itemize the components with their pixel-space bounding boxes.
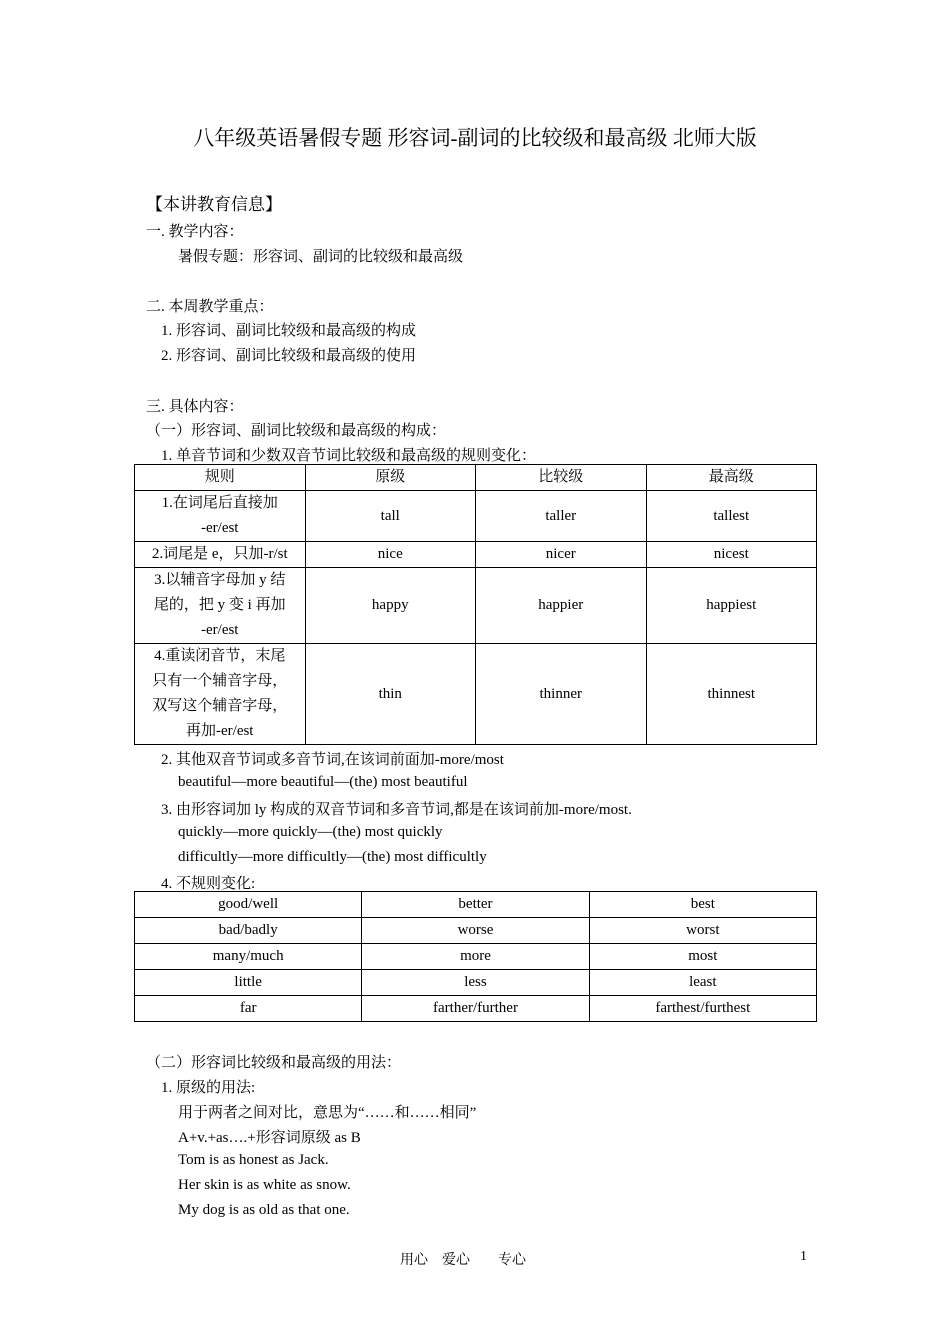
table-cell: less (362, 970, 589, 996)
table-cell: farther/further (362, 996, 589, 1022)
base-cell: nice (305, 542, 476, 568)
table-cell: better (362, 892, 589, 918)
header-cell: 比较级 (476, 465, 647, 491)
table-cell: farthest/furthest (589, 996, 816, 1022)
base-cell: thin (305, 644, 476, 745)
table-cell: worse (362, 918, 589, 944)
usage-line: Tom is as honest as Jack. (178, 1152, 329, 1168)
rule-cell: 2.词尾是 e，只加-r/st (135, 542, 306, 568)
table-cell: bad/badly (135, 918, 362, 944)
table-cell: good/well (135, 892, 362, 918)
usage-line: A+v.+as….+形容词原级 as B (178, 1130, 361, 1146)
table-row (135, 970, 817, 996)
header-cell: 规则 (135, 465, 306, 491)
table-row (135, 542, 817, 568)
table-cell: little (135, 970, 362, 996)
table-row (135, 996, 817, 1022)
rule-cell: 4.重读闭音节，末尾 只有一个辅音字母， 双写这个辅音字母， 再加-er/est (135, 644, 306, 745)
section1-content: 暑假专题：形容词、副词的比较级和最高级 (178, 249, 464, 265)
table-row (135, 892, 817, 918)
subsection1-heading: （一）形容词、副词比较级和最高级的构成： (146, 423, 447, 439)
regular-changes-table (134, 464, 817, 745)
table-row (135, 918, 817, 944)
info-header: 【本讲教育信息】 (146, 195, 282, 214)
item4-text: 4. 不规则变化: (161, 876, 256, 892)
footer-motto: 用心 爱心 专心 (400, 1253, 526, 1268)
section2-item: 1. 形容词、副词比较级和最高级的构成 (161, 323, 417, 339)
item3-example: difficultly—more difficultly—(the) most difficultly (178, 849, 487, 865)
usage-line: My dog is as old as that one. (178, 1202, 350, 1218)
comparative-cell: thinner (476, 644, 647, 745)
subsection2-heading: （二）形容词比较级和最高级的用法： (146, 1055, 402, 1071)
section2-heading: 二. 本周教学重点： (146, 299, 274, 315)
item1-text: 1. 单音节词和少数双音节词比较级和最高级的规则变化： (161, 448, 537, 464)
section3-heading: 三. 具体内容： (146, 399, 244, 415)
irregular-changes-table (134, 891, 817, 1022)
header-cell: 最高级 (646, 465, 817, 491)
superlative-cell: thinnest (646, 644, 817, 745)
item3-text: 3. 由形容词加 ly 构成的双音节词和多音节词,都是在该词前加-more/most. (161, 802, 632, 818)
rule-cell: 3.以辅音字母加 y 结 尾的，把 y 变 i 再加 -er/est (135, 568, 306, 644)
rule-cell: 1.在词尾后直接加 -er/est (135, 491, 306, 542)
page-number: 1 (800, 1249, 807, 1264)
superlative-cell: nicest (646, 542, 817, 568)
table-cell: least (589, 970, 816, 996)
comparative-cell: happier (476, 568, 647, 644)
usage-line: 用于两者之间对比，意思为“……和……相同” (178, 1105, 477, 1121)
usage-line: Her skin is as white as snow. (178, 1177, 351, 1193)
table-row (135, 644, 817, 745)
table-cell: many/much (135, 944, 362, 970)
header-cell: 原级 (305, 465, 476, 491)
item2-text: 2. 其他双音节词或多音节词,在该词前面加-more/most (161, 752, 504, 768)
comparative-cell: taller (476, 491, 647, 542)
table-cell: worst (589, 918, 816, 944)
table-cell: most (589, 944, 816, 970)
table-cell: far (135, 996, 362, 1022)
superlative-cell: tallest (646, 491, 817, 542)
document-title: 八年级英语暑假专题 形容词-副词的比较级和最高级 北师大版 (193, 126, 757, 150)
item2-example: beautiful—more beautiful—(the) most beautiful (178, 774, 468, 790)
table-header-row (135, 465, 817, 491)
table-cell: more (362, 944, 589, 970)
comparative-cell: nicer (476, 542, 647, 568)
superlative-cell: happiest (646, 568, 817, 644)
table-row (135, 568, 817, 644)
base-cell: tall (305, 491, 476, 542)
item3-example: quickly—more quickly—(the) most quickly (178, 824, 443, 840)
table-row (135, 944, 817, 970)
section1-heading: 一. 教学内容： (146, 224, 244, 240)
usage1-text: 1. 原级的用法: (161, 1080, 256, 1096)
base-cell: happy (305, 568, 476, 644)
table-row (135, 491, 817, 542)
section2-item: 2. 形容词、副词比较级和最高级的使用 (161, 348, 417, 364)
table-cell: best (589, 892, 816, 918)
